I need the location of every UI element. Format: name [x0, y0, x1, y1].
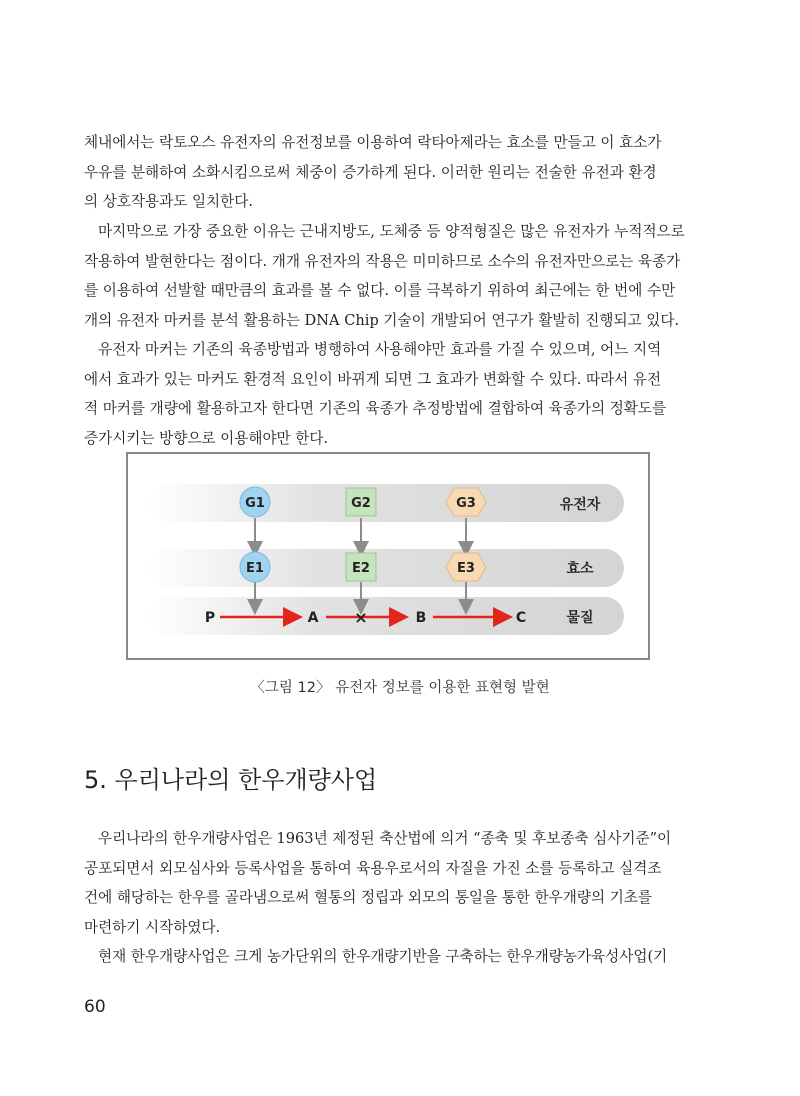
- row-label-genes: 유전자: [559, 497, 601, 513]
- figure-caption: 〈그림 12〉 유전자 정보를 이용한 표현형 발현: [250, 680, 550, 696]
- paragraph-markers: [84, 335, 704, 453]
- text-line: 우리나라의 한우개량사업은 1963년 제정된 축산법에 의거 “종축 및 후보종축 심사기준”이: [98, 830, 672, 847]
- substance-label: P: [204, 610, 216, 626]
- gene-node-label: G3: [456, 496, 476, 511]
- enzyme-node-label: E2: [352, 561, 370, 576]
- enzyme-node-label: E1: [246, 561, 264, 576]
- substance-label: C: [515, 610, 527, 626]
- text-line: 현재 한우개량사업은 크게 농가단위의 한우개량기반을 구축하는 한우개량농가육성사업(기: [98, 948, 668, 965]
- text-line: 개의 유전자 마커를 분석 활용하는 DNA Chip 기술이 개발되어 연구가 활발히 진행되고 있다.: [84, 311, 680, 329]
- paragraph-hanwoo-history: [84, 824, 704, 942]
- text-line: 공포되면서 외모심사와 등록사업을 통하여 육용우로서의 자질을 가진 소를 등록하고 실격조: [84, 859, 662, 877]
- text-line: 를 이용하여 선발할 때만큼의 효과를 볼 수 없다. 이를 극복하기 위하여 최근에는 한 번에 수만: [84, 282, 676, 300]
- band-genes: [148, 484, 624, 522]
- gene-expression-figure: [126, 452, 650, 660]
- section-heading: 5. 우리나라의 한우개량사업: [84, 766, 378, 794]
- text-line: 에서 효과가 있는 마커도 환경적 요인이 바뀌게 되면 그 효과가 변화할 수 있다. 따라서 유전: [84, 370, 662, 388]
- row-label-substances: 물질: [566, 610, 594, 626]
- text-line: 의 상호작용과도 일치한다.: [84, 193, 253, 211]
- gene-node-label: G2: [351, 496, 371, 511]
- gene-node-label: G1: [245, 496, 265, 511]
- text-line: 적 마커를 개량에 활용하고자 한다면 기존의 육종가 추정방법에 결합하여 육종가의 정확도를: [84, 400, 667, 418]
- row-label-enzymes: 효소: [566, 561, 594, 577]
- text-line: 마련하기 시작하였다.: [84, 918, 221, 936]
- text-line: 유전자 마커는 기존의 육종방법과 병행하여 사용해야만 효과를 가질 수 있으며, 어느 지역: [98, 341, 662, 358]
- gene-expression-diagram: [128, 454, 648, 658]
- text-line: 우유를 분해하여 소화시킴으로써 체중이 증가하게 된다. 이러한 원리는 전술한 유전과 환경: [84, 163, 657, 181]
- band-enzymes: [148, 549, 624, 587]
- text-line: 건에 해당하는 한우를 골라냄으로써 혈통의 정립과 외모의 통일을 통한 한우개량의 기초를: [84, 889, 653, 907]
- blocked-mark: ×: [354, 608, 368, 627]
- enzyme-node-label: E3: [457, 561, 475, 576]
- text-line: 마지막으로 가장 중요한 이유는 근내지방도, 도체중 등 양적형질은 많은 유전자가 누적적으로: [98, 223, 685, 240]
- text-line: 증가시키는 방향으로 이용해야만 한다.: [84, 429, 329, 447]
- paragraph-hanwoo-current: [84, 942, 704, 972]
- intro-paragraph: [84, 128, 704, 217]
- substance-label: A: [307, 610, 319, 626]
- paragraph-reasons: [84, 217, 704, 335]
- text-line: 작용하여 발현한다는 점이다. 개개 유전자의 작용은 미미하므로 소수의 유전자만으로는 육종가: [84, 252, 681, 270]
- text-line: 체내에서는 락토오스 유전자의 유전정보를 이용하여 락타아제라는 효소를 만들고 이 효소가: [84, 134, 662, 151]
- page-number: 60: [84, 997, 106, 1017]
- substance-label: B: [415, 610, 427, 626]
